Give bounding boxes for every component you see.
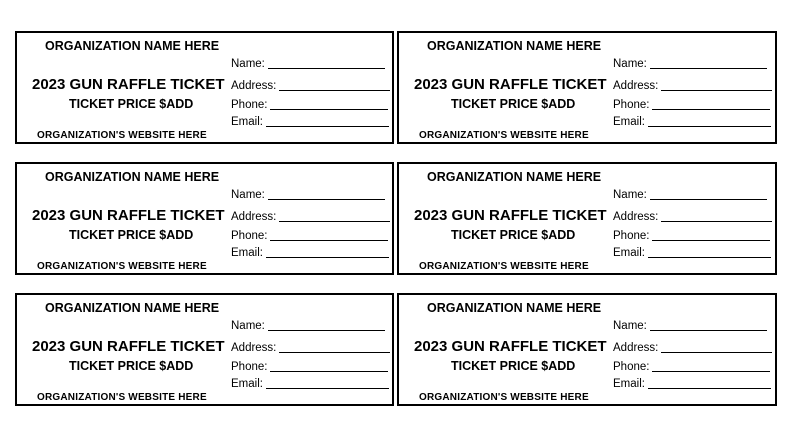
- name-label: Name:: [231, 58, 265, 70]
- ticket-title: 2023 GUN RAFFLE TICKET: [32, 207, 225, 224]
- raffle-ticket: [15, 162, 394, 275]
- name-field[interactable]: [231, 320, 265, 332]
- address-label: Address:: [613, 211, 659, 223]
- ticket-price: TICKET PRICE $ADD: [69, 359, 194, 373]
- email-field[interactable]: [231, 116, 263, 128]
- organization-website: ORGANIZATION'S WEBSITE HERE: [419, 130, 589, 141]
- name-line: [268, 199, 385, 200]
- ticket-price: TICKET PRICE $ADD: [451, 97, 576, 111]
- raffle-ticket: [15, 293, 394, 406]
- raffle-ticket: [397, 162, 777, 275]
- email-field[interactable]: [231, 247, 263, 259]
- phone-line: [270, 109, 388, 110]
- address-line: [661, 352, 772, 353]
- ticket-price: TICKET PRICE $ADD: [451, 359, 576, 373]
- address-field[interactable]: [613, 80, 658, 92]
- name-field[interactable]: [613, 58, 647, 70]
- name-field[interactable]: [613, 320, 647, 332]
- phone-line: [652, 240, 770, 241]
- name-label: Name:: [613, 320, 647, 332]
- address-line: [279, 90, 390, 91]
- phone-label: Phone:: [613, 99, 650, 111]
- name-line: [268, 68, 385, 69]
- name-field[interactable]: [231, 58, 265, 70]
- email-field[interactable]: [613, 378, 645, 390]
- organization-name: ORGANIZATION NAME HERE: [427, 170, 602, 184]
- address-field[interactable]: [231, 342, 276, 354]
- email-line: [266, 126, 389, 127]
- ticket-title: 2023 GUN RAFFLE TICKET: [32, 338, 225, 355]
- address-field[interactable]: [613, 342, 658, 354]
- organization-name: ORGANIZATION NAME HERE: [45, 39, 220, 53]
- organization-website: ORGANIZATION'S WEBSITE HERE: [37, 261, 207, 272]
- address-line: [279, 352, 390, 353]
- phone-label: Phone:: [613, 230, 650, 242]
- address-field[interactable]: [231, 80, 276, 92]
- email-label: Email:: [231, 247, 263, 259]
- phone-field[interactable]: [231, 99, 267, 111]
- email-field[interactable]: [613, 247, 645, 259]
- name-label: Name:: [231, 320, 265, 332]
- organization-name: ORGANIZATION NAME HERE: [427, 39, 602, 53]
- phone-line: [270, 371, 388, 372]
- email-line: [266, 257, 389, 258]
- name-line: [268, 330, 385, 331]
- organization-name: ORGANIZATION NAME HERE: [45, 170, 220, 184]
- phone-line: [270, 240, 388, 241]
- ticket-price: TICKET PRICE $ADD: [69, 228, 194, 242]
- name-field[interactable]: [613, 189, 647, 201]
- address-line: [661, 221, 772, 222]
- name-line: [650, 68, 767, 69]
- phone-line: [652, 109, 770, 110]
- phone-label: Phone:: [231, 361, 268, 373]
- email-line: [266, 388, 389, 389]
- name-label: Name:: [613, 189, 647, 201]
- email-label: Email:: [231, 116, 263, 128]
- address-field[interactable]: [231, 211, 276, 223]
- address-label: Address:: [231, 211, 277, 223]
- address-label: Address:: [231, 80, 277, 92]
- organization-website: ORGANIZATION'S WEBSITE HERE: [37, 392, 207, 403]
- phone-field[interactable]: [231, 230, 267, 242]
- phone-field[interactable]: [231, 361, 267, 373]
- email-line: [648, 126, 771, 127]
- ticket-title: 2023 GUN RAFFLE TICKET: [414, 207, 607, 224]
- organization-website: ORGANIZATION'S WEBSITE HERE: [419, 261, 589, 272]
- phone-label: Phone:: [613, 361, 650, 373]
- organization-name: ORGANIZATION NAME HERE: [427, 301, 602, 315]
- organization-website: ORGANIZATION'S WEBSITE HERE: [37, 130, 207, 141]
- email-label: Email:: [613, 247, 645, 259]
- address-label: Address:: [231, 342, 277, 354]
- email-label: Email:: [613, 378, 645, 390]
- ticket-title: 2023 GUN RAFFLE TICKET: [414, 76, 607, 93]
- email-label: Email:: [231, 378, 263, 390]
- address-field[interactable]: [613, 211, 658, 223]
- phone-line: [652, 371, 770, 372]
- address-label: Address:: [613, 342, 659, 354]
- email-field[interactable]: [231, 378, 263, 390]
- ticket-title: 2023 GUN RAFFLE TICKET: [414, 338, 607, 355]
- name-line: [650, 199, 767, 200]
- email-line: [648, 257, 771, 258]
- name-label: Name:: [613, 58, 647, 70]
- email-field[interactable]: [613, 116, 645, 128]
- organization-name: ORGANIZATION NAME HERE: [45, 301, 220, 315]
- ticket-price: TICKET PRICE $ADD: [69, 97, 194, 111]
- raffle-ticket: [15, 31, 394, 144]
- phone-field[interactable]: [613, 230, 649, 242]
- email-line: [648, 388, 771, 389]
- raffle-ticket: [397, 293, 777, 406]
- phone-label: Phone:: [231, 230, 268, 242]
- phone-field[interactable]: [613, 361, 649, 373]
- name-field[interactable]: [231, 189, 265, 201]
- raffle-ticket: [397, 31, 777, 144]
- address-label: Address:: [613, 80, 659, 92]
- phone-label: Phone:: [231, 99, 268, 111]
- ticket-title: 2023 GUN RAFFLE TICKET: [32, 76, 225, 93]
- organization-website: ORGANIZATION'S WEBSITE HERE: [419, 392, 589, 403]
- address-line: [661, 90, 772, 91]
- phone-field[interactable]: [613, 99, 649, 111]
- name-label: Name:: [231, 189, 265, 201]
- address-line: [279, 221, 390, 222]
- email-label: Email:: [613, 116, 645, 128]
- ticket-price: TICKET PRICE $ADD: [451, 228, 576, 242]
- name-line: [650, 330, 767, 331]
